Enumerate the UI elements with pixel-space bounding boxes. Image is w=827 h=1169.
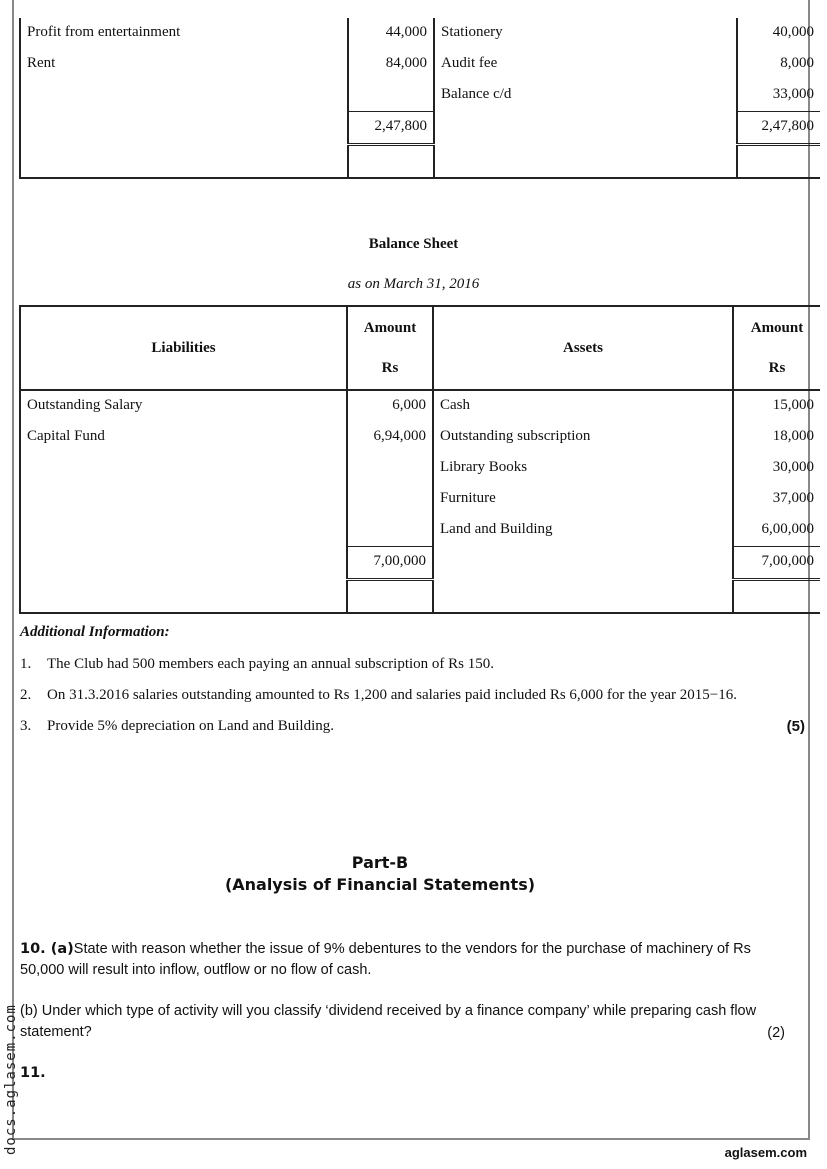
question-11: 11.: [20, 1065, 46, 1081]
blank-row: [20, 580, 820, 614]
right-amount: 33,000: [772, 86, 814, 102]
part-b-subtitle: (Analysis of Financial Statements): [224, 875, 536, 894]
question-10a: 10. (a)State with reason whether the issue of 9% debentures to the vendors for the purchase of machinery of Rs 50,000 will result into inflow, outflow or no flow of cash.: [20, 941, 751, 978]
balance-sheet-subtitle: as on March 31, 2016: [347, 276, 480, 292]
table-row: Land and Building 6,00,000: [20, 515, 820, 547]
income-expenditure-table: [19, 18, 820, 179]
table-row: [20, 80, 820, 112]
right-item: Audit fee: [434, 49, 737, 80]
blank-row: [20, 145, 820, 179]
left-amount: 44,000: [348, 18, 434, 49]
additional-info-title: Additional Information:: [20, 624, 170, 640]
left-item: Profit from entertainment: [20, 18, 348, 49]
marks-label: (2): [767, 1025, 785, 1041]
right-amount: 8,000: [780, 55, 814, 71]
total-left: 2,47,800: [348, 112, 434, 145]
total-liabilities: 7,00,000: [347, 547, 433, 580]
table-row: Capital Fund 6,94,000 Outstanding subscription 18,000: [20, 422, 820, 453]
right-item: Stationery: [434, 18, 737, 49]
total-row: [20, 547, 820, 580]
table-row: Furniture 37,000: [20, 484, 820, 515]
total-row: [20, 112, 820, 145]
page-border-left: [12, 0, 14, 1140]
page-border-bottom: [12, 1138, 810, 1140]
liabilities-amount-header: Amount Rs: [347, 306, 433, 390]
total-assets: 7,00,000: [733, 547, 820, 580]
footer-brand: aglasem.com: [724, 1145, 807, 1160]
balance-sheet-table: [19, 305, 820, 614]
info-item-3: 3. Provide 5% depreciation on Land and Building.: [20, 718, 335, 734]
table-row: [20, 49, 820, 80]
question-10b: (b) Under which type of activity will you classify ‘dividend received by a finance company’ while preparing cash flow statement?: [20, 1003, 757, 1040]
info-item-1: 1. The Club had 500 members each paying an annual subscription of Rs 150.: [20, 656, 494, 672]
table-row: Outstanding Salary 6,000 Cash 15,000: [20, 390, 820, 422]
right-item: Balance c/d: [434, 80, 737, 112]
header-row: [20, 306, 820, 390]
left-amount: 84,000: [348, 49, 434, 80]
right-amount: 40,000: [772, 24, 814, 40]
watermark: docs.aglasem.com: [3, 1004, 19, 1155]
left-amount: [348, 80, 434, 112]
left-item: Rent: [20, 49, 348, 80]
part-b-title: Part-B: [351, 853, 409, 872]
total-right: 2,47,800: [737, 112, 820, 145]
table-row: [20, 18, 820, 49]
liabilities-header: Liabilities: [20, 306, 347, 390]
table-row: Library Books 30,000: [20, 453, 820, 484]
assets-amount-header: Amount Rs: [733, 306, 820, 390]
balance-sheet-title: Balance Sheet: [368, 236, 459, 252]
left-item: [20, 80, 348, 112]
info-item-2: 2. On 31.3.2016 salaries outstanding amounted to Rs 1,200 and salaries paid included Rs 6,000 for the year 2015−16.: [20, 687, 738, 703]
marks-label: (5): [786, 718, 805, 735]
assets-header: Assets: [433, 306, 733, 390]
